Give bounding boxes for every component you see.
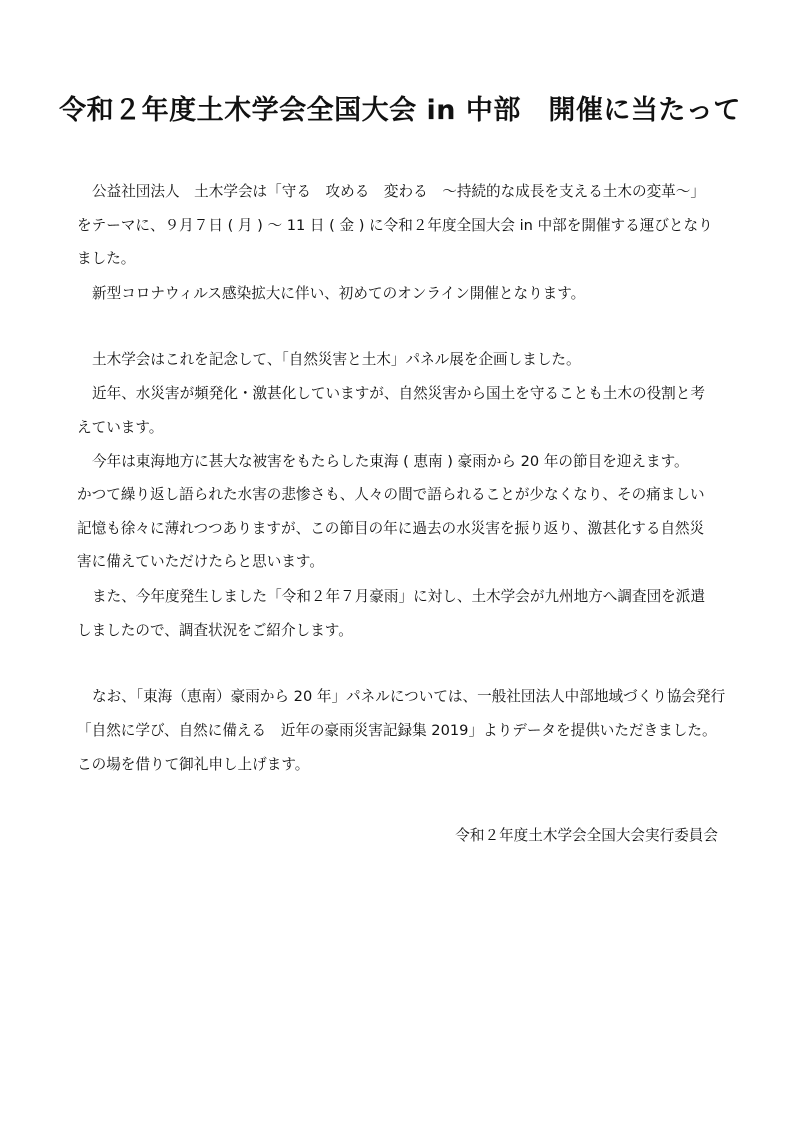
paragraph-4-line-1: 近年、水災害が頻発化・激甚化していますが、自然災害から国土を守ることも土木の役割と考	[92, 385, 705, 402]
paragraph-5-line-4: 害に備えていただけたらと思います。	[77, 553, 324, 570]
paragraph-1-line-3: ました。	[77, 250, 136, 267]
paragraph-3-line-1: 土木学会はこれを記念して、「自然災害と土木」パネル展を企画しました。	[92, 351, 581, 368]
paragraph-2-line-1: 新型コロナウィルス感染拡大に伴い、初めてのオンライン開催となります。	[92, 285, 586, 302]
paragraph-1-line-2: をテーマに、９月７日 ( 月 ) ～ 11 日 ( 金 ) に令和２年度全国大会 in 中部を開催する運びとなり	[77, 217, 713, 234]
document-title: 令和２年度土木学会全国大会 in 中部 開催に当たって	[59, 95, 741, 126]
paragraph-1-line-1: 公益社団法人 土木学会は「守る 攻める 変わる ～持続的な成長を支える土木の変革～」	[92, 183, 705, 200]
paragraph-7-line-1: なお、「東海（恵南）豪雨から 20 年」パネルについては、一般社団法人中部地域づくり協会発行	[92, 688, 726, 705]
paragraph-7-line-3: この場を借りて御礼申し上げます。	[77, 756, 310, 773]
paragraph-7-line-2: 「自然に学び、自然に備える 近年の豪雨災害記録集 2019」よりデータを提供いただきました。	[77, 722, 717, 739]
paragraph-5-line-2: かつて繰り返し語られた水害の悲惨さも、人々の間で語られることが少なくなり、その痛ましい	[77, 486, 705, 503]
paragraph-6-line-1: また、今年度発生しました「令和２年７月豪雨」に対し、土木学会が九州地方へ調査団を派遣	[92, 588, 705, 605]
paragraph-6-line-2: しましたので、調査状況をご紹介します。	[77, 622, 353, 639]
signature: 令和２年度土木学会全国大会実行委員会	[455, 827, 718, 844]
paragraph-5-line-1: 今年は東海地方に甚大な被害をもたらした東海 ( 恵南 ) 豪雨から 20 年の節目を迎えます。	[92, 453, 689, 470]
paragraph-5-line-3: 記憶も徐々に薄れつつありますが、この節目の年に過去の水災害を振り返り、激甚化する自然災	[77, 520, 705, 537]
paragraph-4-line-2: えています。	[77, 419, 164, 436]
